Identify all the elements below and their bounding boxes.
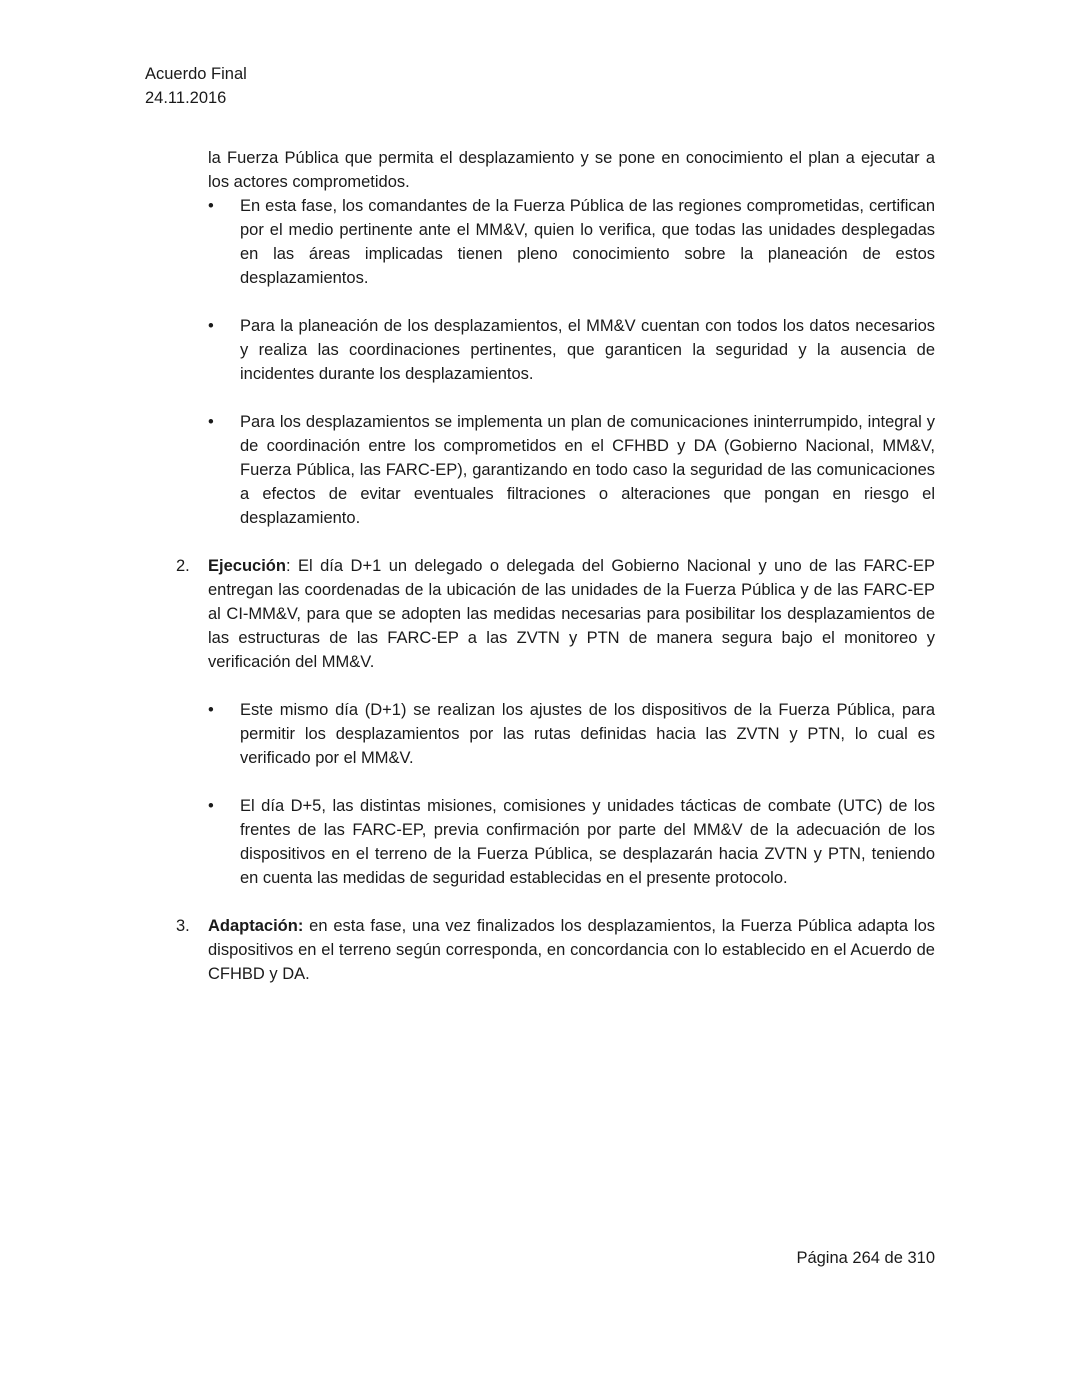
item-text: : El día D+1 un delegado o delegada del Gobierno Nacional y uno de las FARC-EP entregan las coordenadas de la ubicación de las unidades de la Fuerza Pública y de las FARC-EP al CI-MM&V, para que se adopten las medidas necesarias para posibilitar los desplazamientos de las estructuras de las FARC-EP a las ZVTN y PTN de manera segura bajo el monitoreo y verificación del MM&V. xyxy=(208,557,935,671)
document-title: Acuerdo Final xyxy=(145,65,247,83)
item-paragraph xyxy=(208,914,935,986)
bullet-icon: • xyxy=(208,197,214,215)
numbered-item-ejecucion xyxy=(176,554,935,674)
document-date: 24.11.2016 xyxy=(145,89,227,107)
item-paragraph xyxy=(208,554,935,674)
item-label: Ejecución xyxy=(208,557,286,575)
continuation-paragraph: la Fuerza Pública que permita el desplazamiento y se pone en conocimiento el plan a ejecutar a los actores comprometidos. xyxy=(208,149,935,191)
list-item xyxy=(208,194,935,290)
page-number: Página 264 de 310 xyxy=(796,1249,935,1267)
list-item xyxy=(208,410,935,530)
item-number: 2. xyxy=(176,557,190,575)
list-item xyxy=(208,314,935,386)
bullet-icon: • xyxy=(208,413,214,431)
document-header xyxy=(145,62,247,110)
list-item xyxy=(208,698,935,770)
bullet-icon: • xyxy=(208,317,214,335)
bullet-text: Este mismo día (D+1) se realizan los ajustes de los dispositivos de la Fuerza Pública, para permitir los desplazamientos por las rutas definidas hacia las ZVTN y PTN, lo cual es verificado por el MM&V. xyxy=(240,701,935,767)
bullet-icon: • xyxy=(208,701,214,719)
item-text: en esta fase, una vez finalizados los desplazamientos, la Fuerza Pública adapta los dispositivos en el terreno según corresponda, en concordancia con lo establecido en el Acuerdo de CFHBD y DA. xyxy=(208,917,935,983)
item-number: 3. xyxy=(176,917,190,935)
bullet-text: En esta fase, los comandantes de la Fuerza Pública de las regiones comprometidas, certifican por el medio pertinente ante el MM&V, quien lo verifica, que todas las unidades desplegadas en las áreas implicadas tienen pleno conocimiento sobre la planeación de estos desplazamientos. xyxy=(240,197,935,287)
bullet-text: Para los desplazamientos se implementa un plan de comunicaciones ininterrumpido, integral y de coordinación entre los comprometidos en el CFHBD y DA (Gobierno Nacional, MM&V, Fuerza Pública, las FARC-EP), garantizando en todo caso la seguridad de las comunicaciones a efectos de evitar eventuales filtraciones o alteraciones que pongan en riesgo el desplazamiento. xyxy=(240,413,935,527)
item-label: Adaptación: xyxy=(208,917,304,935)
document-body xyxy=(176,146,935,986)
bullet-text: Para la planeación de los desplazamientos, el MM&V cuentan con todos los datos necesarios y realiza las coordinaciones pertinentes, que garanticen la seguridad y la ausencia de incidentes durante los desplazamientos. xyxy=(240,317,935,383)
bullet-text: El día D+5, las distintas misiones, comisiones y unidades tácticas de combate (UTC) de los frentes de las FARC-EP, previa confirmación por parte del MM&V de la adecuación de los dispositivos en el terreno de la Fuerza Pública, se desplazarán hacia ZVTN y PTN, teniendo en cuenta las medidas de seguridad establecidas en el presente protocolo. xyxy=(240,797,935,887)
numbered-item-adaptacion xyxy=(176,914,935,986)
list-item xyxy=(208,794,935,890)
bullet-icon: • xyxy=(208,797,214,815)
